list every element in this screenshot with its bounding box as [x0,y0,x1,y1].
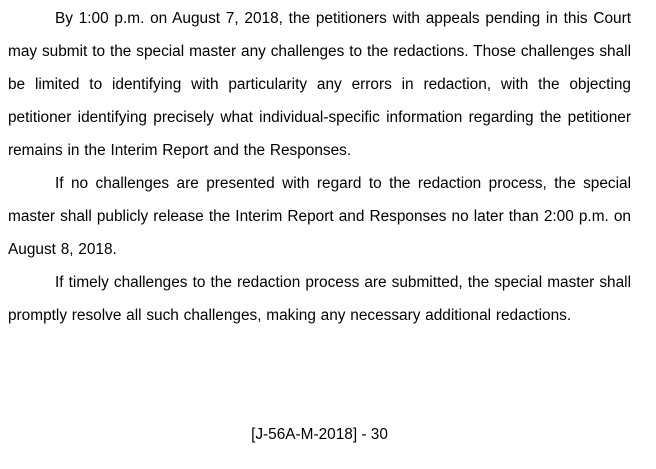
document-page [8,0,631,469]
page-footer: [J-56A-M-2018] - 30 [251,426,388,443]
paragraph-timely-challenges: If timely challenges to the redaction process are submitted, the special master shall promptly resolve all such challenges, making any necessary additional redactions. [8,274,631,324]
document-body [8,2,631,332]
paragraph-no-challenges: If no challenges are presented with regard to the redaction process, the special master shall publicly release the Interim Report and Responses no later than 2:00 p.m. on August 8, 2018. [8,175,631,258]
paragraph-redaction-challenges: By 1:00 p.m. on August 7, 2018, the petitioners with appeals pending in this Court may submit to the special master any challenges to the redactions. Those challenges shall be limited to identifying with particularity any errors in redaction, with the objecting petitioner identifying precisely what individual-specific information regarding the petitioner remains in the Interim Report and the Responses. [8,10,631,159]
